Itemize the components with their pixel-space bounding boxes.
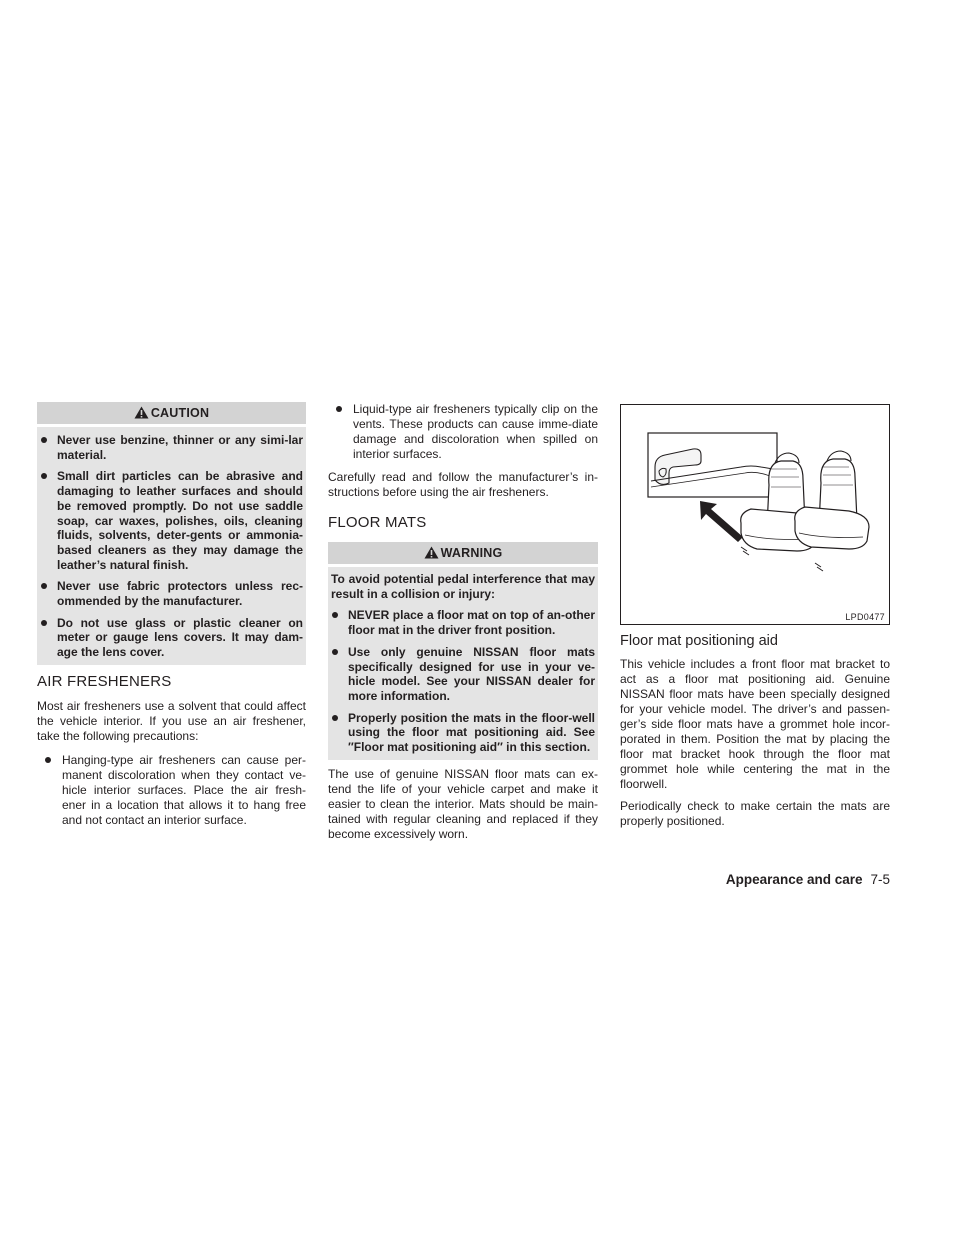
- positioning-aid-paragraph-2: Periodically check to make certain the mats are properly positioned.: [620, 799, 890, 828]
- caution-header: [37, 402, 306, 424]
- warning-box: [328, 542, 598, 760]
- page-footer: [726, 872, 890, 887]
- warning-triangle-icon: [424, 546, 439, 559]
- caution-body: [37, 427, 306, 665]
- caution-item: Never use benzine, thinner or any simi-lar material.: [40, 433, 303, 462]
- floor-mat-figure: [620, 404, 890, 625]
- column-right: [620, 402, 890, 829]
- caution-title: CAUTION: [150, 406, 210, 420]
- column-left: [37, 402, 306, 828]
- warning-header: [328, 542, 598, 564]
- air-freshener-item: Liquid-type air fresheners typically clip on the vents. These products can cause imme-diate damage and discoloration when spilled on interior surfaces.: [328, 402, 598, 462]
- caution-item: Do not use glass or plastic cleaner on meter or gauge lens covers. It may dam-age the lens cover.: [40, 616, 303, 660]
- floor-mats-body: The use of genuine NISSAN floor mats can ex-tend the life of your vehicle carpet and make it easier to clean the interior. Mats should be main-tained with regular cleaning and replaced if they become excessively worn.: [328, 766, 598, 841]
- air-fresheners-intro: Most air fresheners use a solvent that could affect the vehicle interior. If you use an air freshener, take the following precautions:: [37, 698, 306, 743]
- positioning-aid-paragraph-1: This vehicle includes a front floor mat bracket to act as a floor mat positioning aid. Genuine NISSAN floor mats have been specially designed for your vehicle model. The driver’s and passen-ger’s side floor mats have a grommet hole incor-porated in them. Position the mat by placing the floor mat bracket hook through the floor mat grommet hole while centering the mat in the floorwell.: [620, 657, 890, 791]
- caution-item: Never use fabric protectors unless rec-ommended by the manufacturer.: [40, 579, 303, 608]
- caution-item: Small dirt particles can be abrasive and damaging to leather surfaces and should be removed promptly. Do not use saddle soap, car waxes, polishes, oils, cleaning fluids, solvents, deter-gents or ammonia-based cleaners as they may damage the leather’s natural finish.: [40, 469, 303, 572]
- figure-label: LPD0477: [845, 612, 885, 622]
- air-fresheners-outro: Carefully read and follow the manufacturer’s in-structions before using the air fresheners.: [328, 470, 598, 499]
- warning-item: Properly position the mats in the floor-well using the floor mat positioning aid. See ″Floor mat positioning aid″ in this section.: [331, 711, 595, 755]
- air-freshener-item: Hanging-type air fresheners can cause per-manent discoloration when they contact ve-hicle interior surfaces. Place the air fresh-ener in a location that allows it to hang free and not contact an interior surface.: [37, 753, 306, 828]
- column-middle: [328, 402, 598, 842]
- warning-triangle-icon: [134, 406, 149, 419]
- floor-mats-heading: FLOOR MATS: [328, 514, 427, 531]
- caution-box: [37, 402, 306, 665]
- page-number: 7-5: [870, 872, 890, 887]
- warning-item: Use only genuine NISSAN floor mats specifically designed for use in your ve-hicle model. See your NISSAN dealer for more information.: [331, 645, 595, 704]
- positioning-aid-heading: Floor mat positioning aid: [620, 633, 778, 649]
- warning-item: NEVER place a floor mat on top of an-other floor mat in the driver front position.: [331, 608, 595, 637]
- footer-section-title: Appearance and care: [725, 872, 863, 887]
- air-fresheners-heading: AIR FRESHENERS: [37, 672, 172, 690]
- floor-mat-illustration: [621, 405, 889, 624]
- warning-intro: To avoid potential pedal interference that may result in a collision or injury:: [331, 572, 595, 601]
- warning-title: WARNING: [440, 546, 503, 560]
- warning-body: [328, 567, 598, 760]
